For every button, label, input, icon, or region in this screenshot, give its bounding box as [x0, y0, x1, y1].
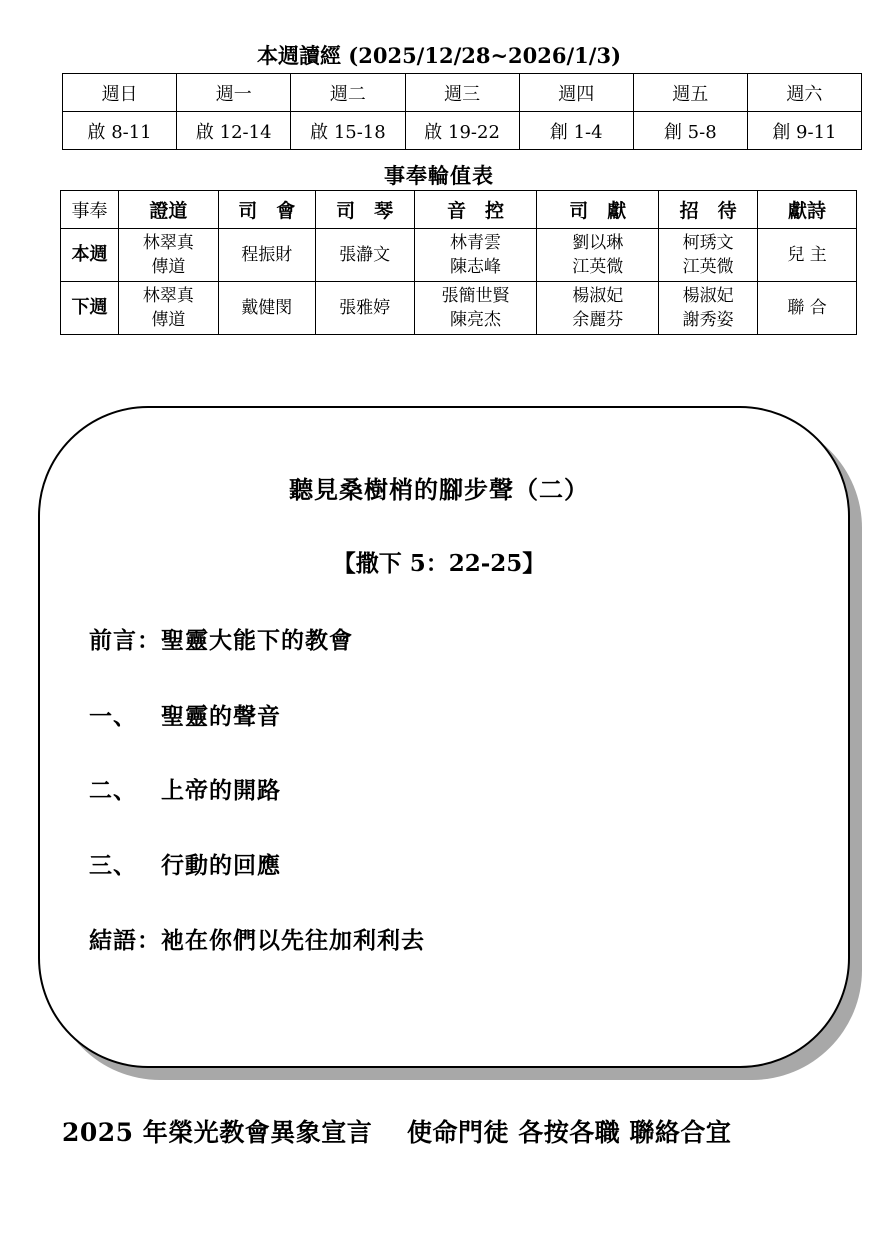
duty-name: 柯琇文 — [682, 233, 734, 253]
duty-this-week-row — [61, 229, 857, 282]
reading-passages-row — [63, 112, 862, 150]
duty-cell — [118, 282, 218, 335]
duty-header: 事奉 — [61, 191, 119, 229]
duty-cell: 程振財 — [218, 229, 315, 282]
point-number: 二、 — [89, 777, 137, 804]
duty-name: 楊淑妃 — [682, 286, 734, 306]
passage-cell: 啟 8-11 — [63, 112, 177, 150]
duty-name: 余麗芬 — [572, 310, 624, 330]
duty-cell: 兒 主 — [758, 229, 857, 282]
duty-cell: 戴健閔 — [218, 282, 315, 335]
duty-cell — [537, 229, 659, 282]
duty-cell — [414, 282, 537, 335]
point-text: 行動的回應 — [161, 852, 281, 879]
sermon-card — [38, 406, 850, 1068]
day-cell: 週一 — [177, 74, 291, 112]
passage-cell: 創 1-4 — [519, 112, 633, 150]
duty-header: 證道 — [118, 191, 218, 229]
point-number: 三、 — [89, 852, 137, 879]
day-cell: 週三 — [405, 74, 519, 112]
duty-cell: 張瀞文 — [315, 229, 414, 282]
day-cell: 週五 — [633, 74, 747, 112]
duty-cell — [659, 229, 758, 282]
passage-cell: 創 9-11 — [747, 112, 861, 150]
day-cell: 週六 — [747, 74, 861, 112]
duty-header: 司 琴 — [315, 191, 414, 229]
duty-name: 謝秀姿 — [682, 310, 734, 330]
vision-statement: 2025 年榮光教會異象宣言 使命門徒 各按各職 聯絡合宜 — [62, 1118, 732, 1147]
duty-next-week-row — [61, 282, 857, 335]
duty-cell — [659, 282, 758, 335]
duty-header: 獻詩 — [758, 191, 857, 229]
duty-cell — [414, 229, 537, 282]
next-week-label: 下週 — [61, 282, 119, 335]
sermon-intro: 前言：聖靈大能下的教會 — [89, 627, 353, 654]
duty-name: 楊淑妃 — [572, 286, 624, 306]
sermon-point — [89, 847, 281, 880]
day-cell: 週二 — [291, 74, 405, 112]
reading-days-row — [63, 74, 862, 112]
passage-cell: 創 5-8 — [633, 112, 747, 150]
duty-name: 傳道 — [151, 257, 186, 277]
duty-header-row — [61, 191, 857, 229]
duty-cell — [118, 229, 218, 282]
duty-table — [60, 190, 857, 335]
point-number: 一、 — [89, 703, 137, 730]
duty-title: 事奉輪值表 — [384, 163, 494, 188]
scripture-reference: 【撒下 5：22-25】 — [332, 550, 546, 577]
duty-cell: 聯 合 — [758, 282, 857, 335]
sermon-title: 聽見桑樹梢的腳步聲（二） — [289, 475, 589, 504]
duty-name: 江英微 — [572, 257, 624, 277]
duty-name: 林翠真 — [142, 286, 194, 306]
day-cell: 週日 — [63, 74, 177, 112]
sermon-point — [89, 698, 281, 731]
duty-cell: 張雅婷 — [315, 282, 414, 335]
duty-name: 傳道 — [151, 310, 186, 330]
duty-name: 林青雲 — [449, 233, 501, 253]
duty-name: 劉以琳 — [572, 233, 624, 253]
passage-cell: 啟 19-22 — [405, 112, 519, 150]
duty-header: 司 獻 — [537, 191, 659, 229]
sermon-conclusion: 結語：祂在你們以先往加利利去 — [89, 927, 425, 954]
duty-header: 司 會 — [218, 191, 315, 229]
duty-name: 陳志峰 — [449, 257, 501, 277]
duty-cell — [537, 282, 659, 335]
duty-name: 江英微 — [682, 257, 734, 277]
duty-name: 張簡世賢 — [441, 286, 510, 306]
sermon-point — [89, 772, 281, 805]
reading-title: 本週讀經 (2025/12/28~2026/1/3) — [256, 43, 622, 68]
duty-name: 陳亮杰 — [449, 310, 501, 330]
reading-table — [62, 73, 862, 150]
point-text: 聖靈的聲音 — [161, 703, 281, 730]
duty-header: 招 待 — [659, 191, 758, 229]
duty-header: 音 控 — [414, 191, 537, 229]
this-week-label: 本週 — [61, 229, 119, 282]
duty-name: 林翠真 — [142, 233, 194, 253]
day-cell: 週四 — [519, 74, 633, 112]
passage-cell: 啟 15-18 — [291, 112, 405, 150]
passage-cell: 啟 12-14 — [177, 112, 291, 150]
point-text: 上帝的開路 — [161, 777, 281, 804]
